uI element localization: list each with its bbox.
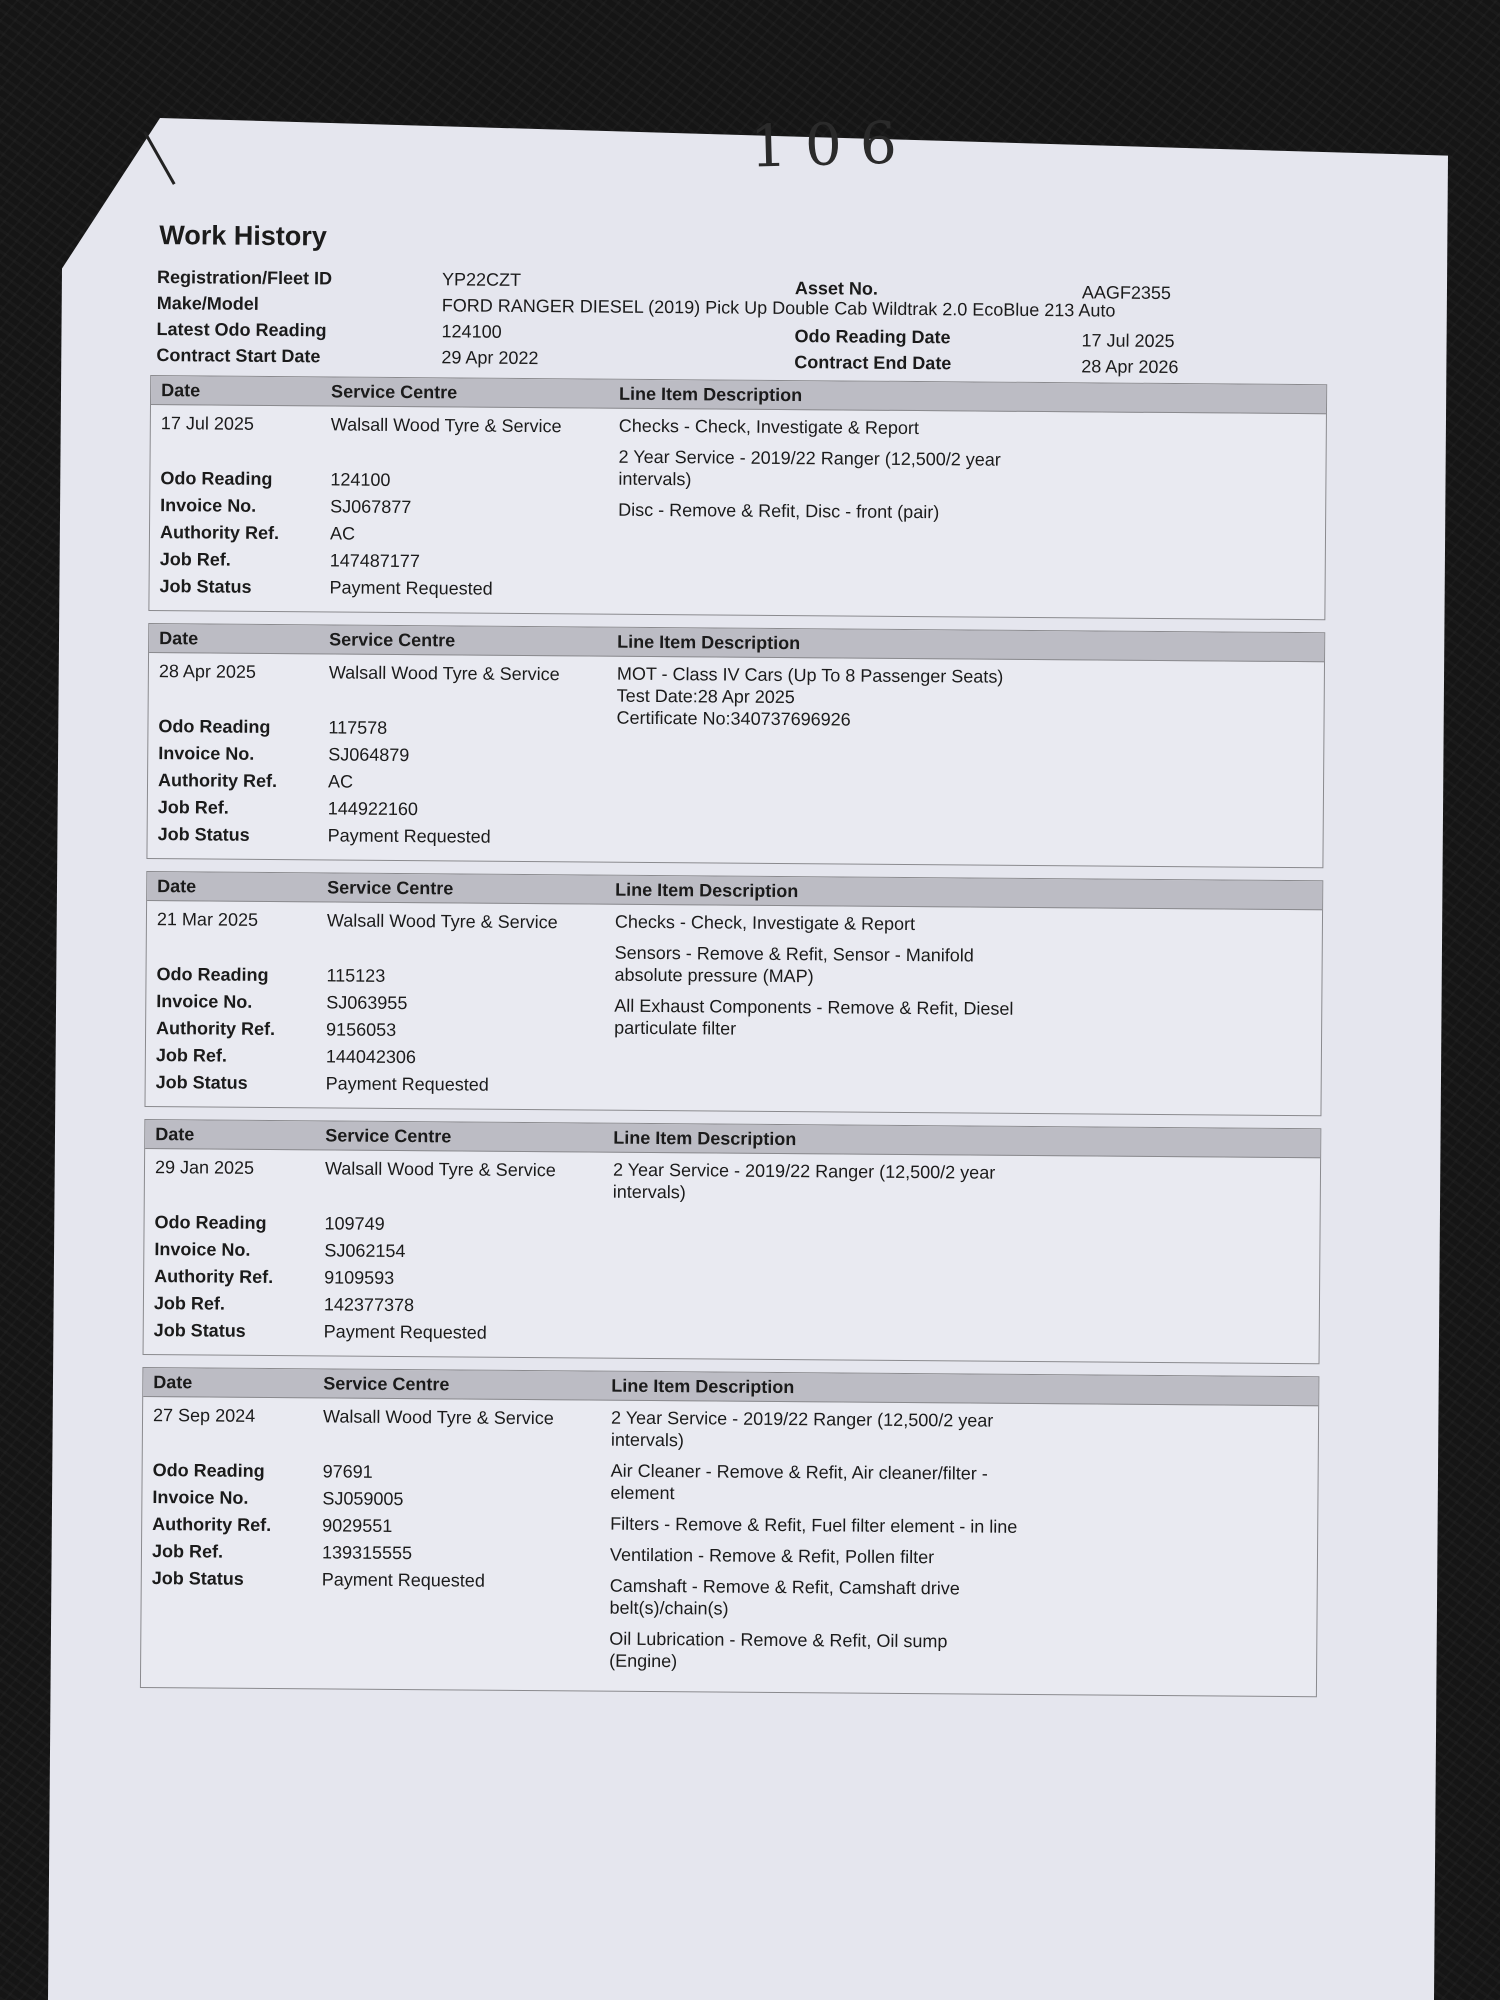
- record-centre: Walsall Wood Tyre & Service: [324, 1158, 556, 1181]
- odo-date-label: Odo Reading Date: [794, 326, 951, 348]
- record-authority-label: Authority Ref.: [159, 522, 280, 544]
- handwritten-note: 106: [749, 108, 916, 181]
- record-odo: 115123: [326, 965, 386, 986]
- record-status: Payment Requested: [329, 577, 493, 599]
- line-item: All Exhaust Components - Remove & Refit, Diesel particulate filter: [614, 995, 1014, 1039]
- line-item: 2 Year Service - 2019/22 Ranger (12,500/2 year intervals): [618, 446, 1001, 490]
- odo-date-value: 17 Jul 2025: [1081, 330, 1175, 352]
- record-date: 28 Apr 2025: [158, 661, 257, 682]
- record-authority: AC: [329, 523, 356, 544]
- date-header: Date: [161, 379, 201, 400]
- centre-header: Service Centre: [323, 1372, 450, 1394]
- record-job-ref: 139315555: [321, 1542, 413, 1564]
- record-authority-label: Authority Ref.: [154, 1266, 274, 1288]
- line-item: Checks - Check, Investigate & Report: [614, 911, 916, 935]
- record-status-label: Job Status: [159, 576, 252, 597]
- record-job-ref: 147487177: [329, 550, 420, 572]
- record-job-ref-label: Job Ref.: [159, 549, 231, 570]
- work-record: [143, 1119, 1322, 1364]
- work-record: [144, 871, 1323, 1116]
- record-centre: Walsall Wood Tyre & Service: [322, 1406, 554, 1429]
- line-item: Ventilation - Remove & Refit, Pollen filter: [609, 1544, 935, 1568]
- registration-label: Registration/Fleet ID: [156, 267, 333, 289]
- record-odo-label: Odo Reading: [152, 1460, 265, 1481]
- line-item: Air Cleaner - Remove & Refit, Air cleaner/filter - element: [610, 1460, 988, 1504]
- record-job-ref-label: Job Ref.: [153, 1293, 226, 1314]
- record-status-label: Job Status: [151, 1568, 244, 1589]
- line-item: 2 Year Service - 2019/22 Ranger (12,500/2 year intervals): [612, 1159, 996, 1203]
- record-invoice: SJ059005: [322, 1488, 404, 1510]
- record-status-label: Job Status: [153, 1320, 246, 1341]
- line-items: [617, 415, 1325, 610]
- line-items: [609, 1407, 1318, 1687]
- make-value: FORD RANGER DIESEL (2019) Pick Up Double Cab Wildtrak 2.0 EcoBlue 213 Auto: [441, 295, 1116, 321]
- record-invoice-label: Invoice No.: [154, 1239, 251, 1260]
- record-centre: Walsall Wood Tyre & Service: [328, 662, 560, 685]
- record-invoice-label: Invoice No.: [152, 1487, 249, 1508]
- centre-header: Service Centre: [331, 380, 458, 402]
- line-item: MOT - Class IV Cars (Up To 8 Passenger Seats) Test Date:28 Apr 2025 Certificate No:340737696926: [616, 663, 1004, 730]
- record-status: Payment Requested: [325, 1073, 489, 1095]
- record-status: Payment Requested: [323, 1321, 487, 1343]
- odo-label: Latest Odo Reading: [156, 319, 327, 341]
- contract-start-label: Contract Start Date: [156, 345, 321, 367]
- line-items: [612, 1159, 1320, 1354]
- date-header: Date: [157, 875, 197, 896]
- record-job-ref: 144922160: [327, 798, 419, 820]
- records-list: [138, 375, 1348, 1697]
- record-date: 27 Sep 2024: [152, 1405, 256, 1426]
- registration-value: YP22CZT: [441, 269, 522, 290]
- record-odo-label: Odo Reading: [160, 468, 273, 489]
- record-date: 17 Jul 2025: [160, 413, 255, 434]
- odo-value: 124100: [441, 321, 502, 342]
- description-header: Line Item Description: [619, 383, 803, 405]
- record-invoice-label: Invoice No.: [156, 991, 253, 1012]
- date-header: Date: [153, 1371, 193, 1392]
- record-authority-label: Authority Ref.: [156, 1018, 276, 1040]
- record-invoice: SJ063955: [326, 992, 408, 1014]
- record-authority: 9156053: [326, 1019, 397, 1040]
- vehicle-info: [156, 267, 1349, 384]
- record-status-label: Job Status: [157, 824, 250, 845]
- record-authority-label: Authority Ref.: [152, 1514, 272, 1535]
- record-invoice-label: Invoice No.: [160, 495, 257, 516]
- record-job-ref: 142377378: [323, 1294, 415, 1316]
- work-record: [146, 623, 1325, 868]
- record-invoice: SJ067877: [330, 496, 412, 518]
- record-authority: 9029551: [322, 1515, 393, 1536]
- asset-value: AAGF2355: [1081, 282, 1172, 304]
- record-authority: 9109593: [324, 1267, 395, 1288]
- description-header: Line Item Description: [611, 1375, 795, 1397]
- record-date: 21 Mar 2025: [156, 909, 259, 930]
- record-odo: 117578: [328, 717, 388, 738]
- line-item: 2 Year Service - 2019/22 Ranger (12,500/2 year intervals): [610, 1407, 994, 1451]
- record-status: Payment Requested: [327, 825, 491, 847]
- record-invoice-label: Invoice No.: [158, 743, 255, 764]
- record-odo: 97691: [322, 1461, 373, 1482]
- line-item: Checks - Check, Investigate & Report: [618, 415, 920, 439]
- work-record: [148, 375, 1327, 620]
- record-authority-label: Authority Ref.: [157, 770, 278, 792]
- record-odo-label: Odo Reading: [158, 716, 271, 737]
- asset-label: Asset No.: [794, 278, 879, 299]
- record-authority: AC: [327, 771, 354, 792]
- record-job-ref-label: Job Ref.: [151, 1541, 224, 1562]
- record-centre: Walsall Wood Tyre & Service: [330, 414, 562, 437]
- page-title: Work History: [159, 220, 327, 252]
- description-header: Line Item Description: [615, 879, 799, 901]
- record-job-ref-label: Job Ref.: [155, 1045, 227, 1066]
- record-job-ref-label: Job Ref.: [157, 797, 229, 818]
- make-label: Make/Model: [156, 293, 259, 314]
- record-date: 29 Jan 2025: [154, 1157, 255, 1178]
- work-history-document: [138, 108, 1350, 1709]
- work-record: [140, 1367, 1319, 1697]
- contract-start-value: 29 Apr 2022: [441, 347, 539, 369]
- line-items: [616, 663, 1324, 858]
- line-items: [614, 911, 1322, 1106]
- record-odo: 109749: [324, 1213, 385, 1234]
- centre-header: Service Centre: [327, 876, 454, 898]
- centre-header: Service Centre: [329, 628, 456, 650]
- date-header: Date: [155, 1123, 195, 1144]
- description-header: Line Item Description: [617, 631, 801, 653]
- record-odo: 124100: [330, 469, 391, 490]
- record-invoice: SJ064879: [328, 744, 410, 766]
- description-header: Line Item Description: [613, 1127, 797, 1149]
- record-status: Payment Requested: [321, 1569, 485, 1591]
- line-item: Filters - Remove & Refit, Fuel filter element - in line: [610, 1513, 1018, 1537]
- contract-end-value: 28 Apr 2026: [1081, 356, 1179, 378]
- line-item: Sensors - Remove & Refit, Sensor - Manifold absolute pressure (MAP): [614, 942, 974, 987]
- record-centre: Walsall Wood Tyre & Service: [326, 910, 558, 933]
- line-item: Camshaft - Remove & Refit, Camshaft drive belt(s)/chain(s): [609, 1575, 960, 1619]
- line-item: Disc - Remove & Refit, Disc - front (pair): [618, 499, 940, 523]
- record-odo-label: Odo Reading: [154, 1212, 267, 1233]
- contract-end-label: Contract End Date: [794, 352, 952, 374]
- line-item: Oil Lubrication - Remove & Refit, Oil sump (Engine): [609, 1628, 948, 1672]
- record-job-ref: 144042306: [325, 1046, 417, 1068]
- centre-header: Service Centre: [325, 1124, 452, 1146]
- record-invoice: SJ062154: [324, 1240, 406, 1262]
- record-status-label: Job Status: [155, 1072, 248, 1093]
- date-header: Date: [159, 627, 199, 648]
- record-odo-label: Odo Reading: [156, 964, 269, 985]
